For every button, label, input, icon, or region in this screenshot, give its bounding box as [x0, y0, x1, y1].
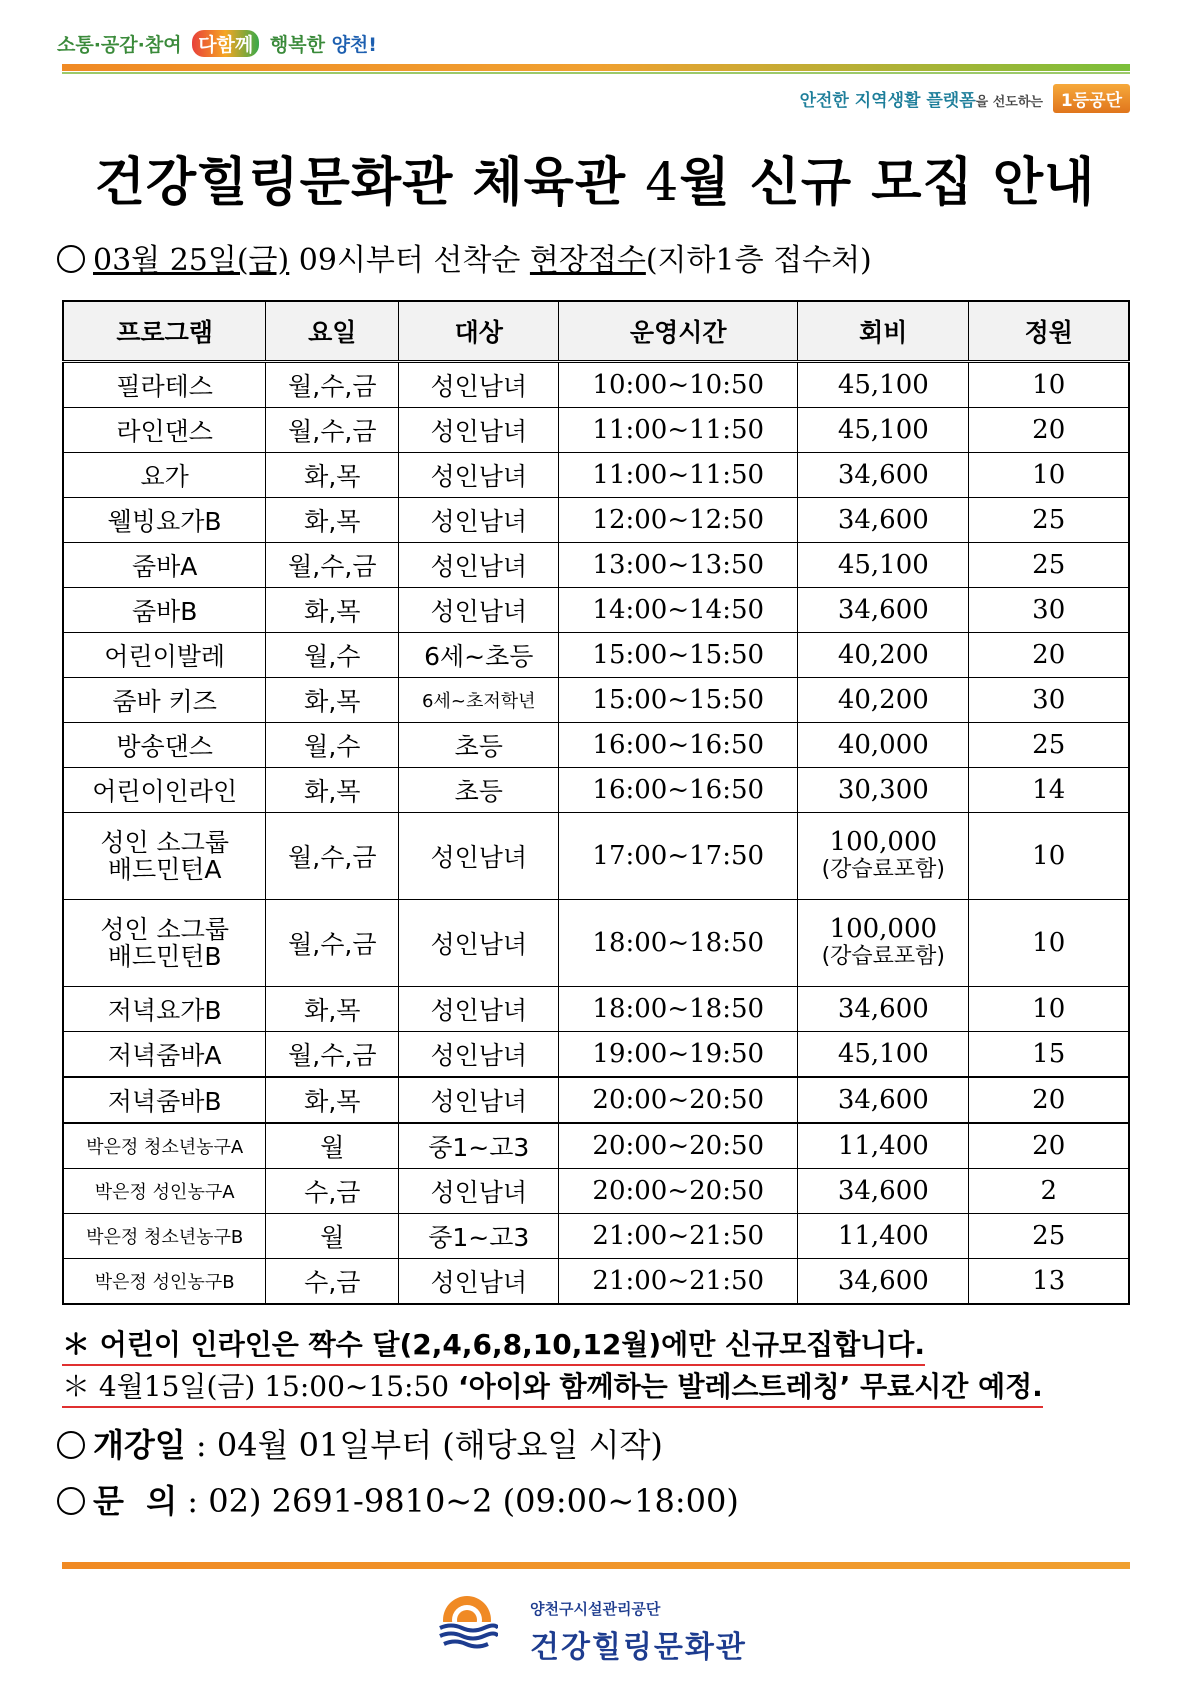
- cell-days: 화,목: [266, 768, 399, 813]
- header-time: 운영시간: [559, 301, 798, 362]
- table-row: [63, 900, 1129, 987]
- header-days: 요일: [266, 301, 399, 362]
- cell-fee: [798, 900, 969, 987]
- cell-days: 수,금: [266, 1259, 399, 1305]
- cell-target: 성인남녀: [399, 362, 559, 408]
- cell-program: 박은정 성인농구B: [63, 1259, 266, 1305]
- page-title: [0, 140, 1190, 215]
- cell-capacity: 30: [969, 588, 1129, 633]
- cell-capacity: 20: [969, 1077, 1129, 1123]
- cell-capacity: 13: [969, 1259, 1129, 1305]
- cell-capacity: 25: [969, 498, 1129, 543]
- facility-name: 건강힐링문화관: [530, 1630, 747, 1665]
- cell-target: 성인남녀: [399, 1259, 559, 1305]
- cell-days: 월,수: [266, 723, 399, 768]
- cell-program: 저녁요가B: [63, 987, 266, 1032]
- cell-fee: 40,200: [798, 678, 969, 723]
- cell-time: 18:00~18:50: [559, 987, 798, 1032]
- cell-fee: [798, 813, 969, 900]
- cell-target: 성인남녀: [399, 1077, 559, 1123]
- table-row: [63, 1032, 1129, 1078]
- table-row: [63, 408, 1129, 453]
- cell-fee: 11,400: [798, 1214, 969, 1259]
- cell-target: 중1~고3: [399, 1123, 559, 1169]
- note2-bold: ‘아이와 함께하는 발레스트레칭’: [457, 1370, 851, 1403]
- title-suffix: 월 신규 모집 안내: [679, 153, 1096, 213]
- cell-fee: 45,100: [798, 362, 969, 408]
- reception-info: [57, 235, 872, 279]
- circle-bullet-icon: [57, 1487, 85, 1515]
- table-row: [63, 768, 1129, 813]
- table-row: [63, 362, 1129, 408]
- table-row: [63, 1169, 1129, 1214]
- cell-time: 18:00~18:50: [559, 900, 798, 987]
- cell-capacity: 2: [969, 1169, 1129, 1214]
- cell-fee: 34,600: [798, 588, 969, 633]
- cell-fee: 34,600: [798, 498, 969, 543]
- tagline-main: 안전한 지역생활 플랫폼: [799, 91, 976, 111]
- table-row: [63, 987, 1129, 1032]
- cell-days: 월,수,금: [266, 1032, 399, 1078]
- cell-program: 어린이발레: [63, 633, 266, 678]
- table-row: [63, 678, 1129, 723]
- cell-days: 월: [266, 1214, 399, 1259]
- circle-bullet-icon: [57, 245, 85, 273]
- bottom-divider: [62, 1562, 1130, 1569]
- cell-target: 성인남녀: [399, 588, 559, 633]
- fee-line1: 100,000: [829, 827, 938, 857]
- table-row: [63, 633, 1129, 678]
- cell-time: 15:00~15:50: [559, 633, 798, 678]
- table-row: [63, 813, 1129, 900]
- program-line1: 성인 소그룹: [100, 915, 230, 944]
- header-tagline: [800, 84, 1130, 113]
- cell-capacity: 10: [969, 900, 1129, 987]
- program-line2: 배드민턴A: [107, 855, 222, 884]
- cell-time: 21:00~21:50: [559, 1259, 798, 1305]
- header-fee: 회비: [798, 301, 969, 362]
- cell-time: 16:00~16:50: [559, 768, 798, 813]
- top-divider-thin: [62, 72, 1130, 74]
- cell-time: 20:00~20:50: [559, 1123, 798, 1169]
- cell-time: 20:00~20:50: [559, 1169, 798, 1214]
- cell-fee: 45,100: [798, 543, 969, 588]
- cell-program: 방송댄스: [63, 723, 266, 768]
- cell-time: 14:00~14:50: [559, 588, 798, 633]
- cell-program: 줌바 키즈: [63, 678, 266, 723]
- cell-fee: 40,000: [798, 723, 969, 768]
- slogan-yangcheon: 양천!: [331, 34, 377, 56]
- slogan-part1: 소통·공감·참여: [57, 34, 182, 56]
- org-name: 양천구시설관리공단: [530, 1600, 661, 1618]
- cell-target: 성인남녀: [399, 543, 559, 588]
- top-divider: [62, 64, 1130, 71]
- start-date-info: [57, 1420, 663, 1466]
- cell-time: 17:00~17:50: [559, 813, 798, 900]
- cell-target: 6세~초등: [399, 633, 559, 678]
- cell-time: 15:00~15:50: [559, 678, 798, 723]
- cell-capacity: 10: [969, 987, 1129, 1032]
- cell-target: 중1~고3: [399, 1214, 559, 1259]
- program-line2: 배드민턴B: [107, 942, 222, 971]
- cell-time: 13:00~13:50: [559, 543, 798, 588]
- cell-time: 11:00~11:50: [559, 408, 798, 453]
- cell-program: 필라테스: [63, 362, 266, 408]
- cell-capacity: 15: [969, 1032, 1129, 1078]
- tagline-badge: 1등공단: [1053, 84, 1130, 113]
- header-slogan: [57, 30, 377, 57]
- cell-days: 월: [266, 1123, 399, 1169]
- cell-capacity: 10: [969, 362, 1129, 408]
- cell-days: 월,수,금: [266, 900, 399, 987]
- reception-middle: 09시부터 선착순: [298, 243, 521, 278]
- table-row: [63, 543, 1129, 588]
- cell-fee: 40,200: [798, 633, 969, 678]
- reception-method: 현장접수: [529, 243, 646, 278]
- note1-text: ＊ 어린이 인라인은 짝수 달(2,4,6,8,10,12월)에만 신규모집합니다.: [62, 1328, 925, 1361]
- cell-program: 웰빙요가B: [63, 498, 266, 543]
- header-program: 프로그램: [63, 301, 266, 362]
- cell-target: 성인남녀: [399, 900, 559, 987]
- cell-target: 초등: [399, 768, 559, 813]
- cell-fee: 34,600: [798, 453, 969, 498]
- cell-program: [63, 813, 266, 900]
- cell-fee: 30,300: [798, 768, 969, 813]
- cell-time: 20:00~20:50: [559, 1077, 798, 1123]
- cell-program: 박은정 성인농구A: [63, 1169, 266, 1214]
- slogan-dahamkke: 다함께: [192, 30, 259, 57]
- note-free-class: [62, 1365, 1043, 1408]
- cell-program: [63, 900, 266, 987]
- slogan-part2: 행복한: [269, 34, 325, 56]
- cell-program: 줌바A: [63, 543, 266, 588]
- cell-time: 11:00~11:50: [559, 453, 798, 498]
- cell-days: 월,수,금: [266, 813, 399, 900]
- cell-time: 16:00~16:50: [559, 723, 798, 768]
- header-target: 대상: [399, 301, 559, 362]
- cell-program: 박은정 청소년농구B: [63, 1214, 266, 1259]
- cell-program: 줌바B: [63, 588, 266, 633]
- cell-days: 월,수,금: [266, 408, 399, 453]
- cell-target: 성인남녀: [399, 453, 559, 498]
- cell-fee: 34,600: [798, 1077, 969, 1123]
- cell-program: 저녁줌바B: [63, 1077, 266, 1123]
- table-row: [63, 498, 1129, 543]
- tagline-small: 을 선도하는: [975, 95, 1043, 110]
- cell-time: 21:00~21:50: [559, 1214, 798, 1259]
- cell-days: 수,금: [266, 1169, 399, 1214]
- cell-capacity: 20: [969, 633, 1129, 678]
- cell-capacity: 25: [969, 723, 1129, 768]
- table-row: [63, 1077, 1129, 1123]
- cell-target: 성인남녀: [399, 408, 559, 453]
- program-line1: 성인 소그룹: [100, 828, 230, 857]
- table-row: [63, 1214, 1129, 1259]
- cell-capacity: 25: [969, 543, 1129, 588]
- table-row: [63, 723, 1129, 768]
- table-row: [63, 588, 1129, 633]
- schedule-table: [62, 300, 1130, 1305]
- cell-capacity: 20: [969, 408, 1129, 453]
- cell-fee: 34,600: [798, 1169, 969, 1214]
- cell-target: 성인남녀: [399, 498, 559, 543]
- cell-target: 초등: [399, 723, 559, 768]
- note-inline-skate: [62, 1323, 925, 1366]
- header-capacity: 정원: [969, 301, 1129, 362]
- title-prefix: 건강힐링문화관 체육관: [94, 153, 627, 213]
- table-row: [63, 453, 1129, 498]
- contact-value: : 02) 2691-9810~2 (09:00~18:00): [187, 1482, 739, 1520]
- contact-label: 문 의: [93, 1482, 178, 1520]
- table-row: [63, 1123, 1129, 1169]
- cell-days: 월,수,금: [266, 362, 399, 408]
- cell-fee: 34,600: [798, 987, 969, 1032]
- cell-capacity: 10: [969, 813, 1129, 900]
- start-label: 개강일: [93, 1426, 186, 1464]
- cell-capacity: 25: [969, 1214, 1129, 1259]
- contact-info: [57, 1476, 739, 1522]
- cell-program: 라인댄스: [63, 408, 266, 453]
- cell-target: 6세~초저학년: [399, 678, 559, 723]
- table-header-row: [63, 301, 1129, 362]
- fee-line1: 100,000: [829, 914, 938, 944]
- sun-wave-logo-icon: [436, 1592, 498, 1654]
- cell-target: 성인남녀: [399, 1032, 559, 1078]
- cell-days: 월,수: [266, 633, 399, 678]
- reception-place: (지하1층 접수처): [645, 243, 872, 278]
- circle-bullet-icon: [57, 1431, 85, 1459]
- cell-capacity: 20: [969, 1123, 1129, 1169]
- cell-days: 화,목: [266, 987, 399, 1032]
- cell-target: 성인남녀: [399, 987, 559, 1032]
- cell-program: 어린이인라인: [63, 768, 266, 813]
- cell-target: 성인남녀: [399, 813, 559, 900]
- cell-capacity: 10: [969, 453, 1129, 498]
- cell-days: 화,목: [266, 678, 399, 723]
- note2-prefix: ＊ 4월15일(금) 15:00~15:50: [62, 1370, 458, 1403]
- cell-fee: 45,100: [798, 408, 969, 453]
- cell-capacity: 30: [969, 678, 1129, 723]
- cell-program: 요가: [63, 453, 266, 498]
- cell-days: 화,목: [266, 1077, 399, 1123]
- cell-days: 화,목: [266, 588, 399, 633]
- cell-time: 12:00~12:50: [559, 498, 798, 543]
- cell-program: 저녁줌바A: [63, 1032, 266, 1078]
- table-row: [63, 1259, 1129, 1305]
- fee-line2: (강습료포함): [821, 857, 946, 882]
- title-month-number: 4: [645, 153, 680, 213]
- cell-days: 화,목: [266, 498, 399, 543]
- cell-time: 19:00~19:50: [559, 1032, 798, 1078]
- cell-fee: 45,100: [798, 1032, 969, 1078]
- cell-fee: 34,600: [798, 1259, 969, 1305]
- note2-suffix: 무료시간 예정.: [850, 1370, 1043, 1403]
- reception-date: 03월 25일(금): [93, 243, 290, 278]
- cell-capacity: 14: [969, 768, 1129, 813]
- cell-time: 10:00~10:50: [559, 362, 798, 408]
- fee-line2: (강습료포함): [821, 944, 946, 969]
- start-value: : 04월 01일부터 (해당요일 시작): [195, 1426, 663, 1464]
- cell-fee: 11,400: [798, 1123, 969, 1169]
- cell-target: 성인남녀: [399, 1169, 559, 1214]
- cell-days: 월,수,금: [266, 543, 399, 588]
- cell-days: 화,목: [266, 453, 399, 498]
- cell-program: 박은정 청소년농구A: [63, 1123, 266, 1169]
